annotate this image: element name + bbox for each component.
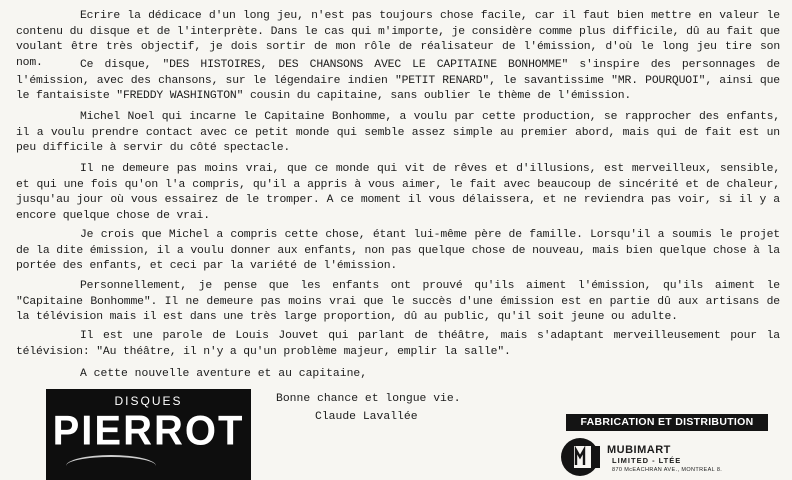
paragraph-2: Ce disque, "DES HISTOIRES, DES CHANSONS AVEC LE CAPITAINE BONHOMME" s'inspire des personnages de l'émission, avec des chansons, sur le légendaire indien "PETIT RENARD", le savantissime "MR. POURQUOI", ainsi que le fantaisiste "FREDDY WASHINGTON" cousin du capitaine, sans oublier le thème de l'émission. — [16, 59, 780, 103]
paragraph-6: Personnellement, je pense que les enfants ont prouvé qu'ils aiment l'émission, qu'ils aiment le "Capitaine Bonhomme". Il ne demeure pas moins vrai que le succès d'une émission est en partie dû aux artisans de la télévision mais il est dans une très large proportion, dû au public, qu'il soit jeune ou adulte. — [16, 280, 780, 324]
mubimart-logo-icon — [560, 437, 600, 477]
pierrot-logo-disques: DISQUES — [114, 394, 183, 408]
paragraph-3: Michel Noel qui incarne le Capitaine Bonhomme, a voulu par cette production, se rapprocher des enfants, il a voulu prendre contact avec ce petit monde qui semble assez simple au premier abord, mais qui de fait est un peu difficile à servir du côté spectacle. — [16, 111, 780, 155]
closing-wish: Bonne chance et longue vie. — [276, 393, 461, 405]
distributor-address: 870 McEACHRAN AVE., MONTREAL 8. — [612, 467, 723, 473]
distributor-sub: LIMITED - LTÉE — [612, 456, 682, 465]
pierrot-logo-brand: PIERROT — [52, 407, 245, 455]
distribution-banner: FABRICATION ET DISTRIBUTION — [566, 414, 768, 431]
pierrot-logo-swoosh — [66, 455, 156, 477]
distributor-name: MUBIMART — [607, 444, 671, 456]
paragraph-7: Il est une parole de Louis Jouvet qui parlant de théâtre, mais s'adaptant merveilleusement pour la télévision: "Au théâtre, il n'y a qu'un problème majeur, emplir la salle". — [16, 330, 780, 358]
dedication-line: A cette nouvelle aventure et au capitaine, — [80, 368, 368, 380]
pierrot-logo — [46, 389, 251, 480]
signature: Claude Lavallée — [315, 411, 418, 423]
paragraph-5: Je crois que Michel a compris cette chose, étant lui-même père de famille. Lorsqu'il a soumis le projet de la dite émission, il a voulu donner aux enfants, non pas quelque chose de nouveau, mais bien quelque chose à la portée des enfants, et ceci par la variété de l'émission. — [16, 229, 780, 273]
paragraph-1: Ecrire la dédicace d'un long jeu, n'est pas toujours chose facile, car il faut bien mettre en valeur le contenu du disque et de l'interprète. Dans le cas qui m'importe, je considère comme plus difficile, dû au fait que voulant être très objectif, je dois sortir de mon rôle de réalisateur de l'émission, d'où le long jeu tire son nom. — [16, 10, 780, 69]
paragraph-4: Il ne demeure pas moins vrai, que ce monde qui vit de rêves et d'illusions, est merveilleux, sensible, et qui une fois qu'on l'a compris, qu'il a appris à vous aimer, le fait avec beaucoup de sincérité et de chaleur, jusqu'au jour où vous essairez de le tromper. A ce moment il vous délaissera, et ne reviendra pas voir, si il y a encore quelque chose de vrai. — [16, 163, 780, 222]
